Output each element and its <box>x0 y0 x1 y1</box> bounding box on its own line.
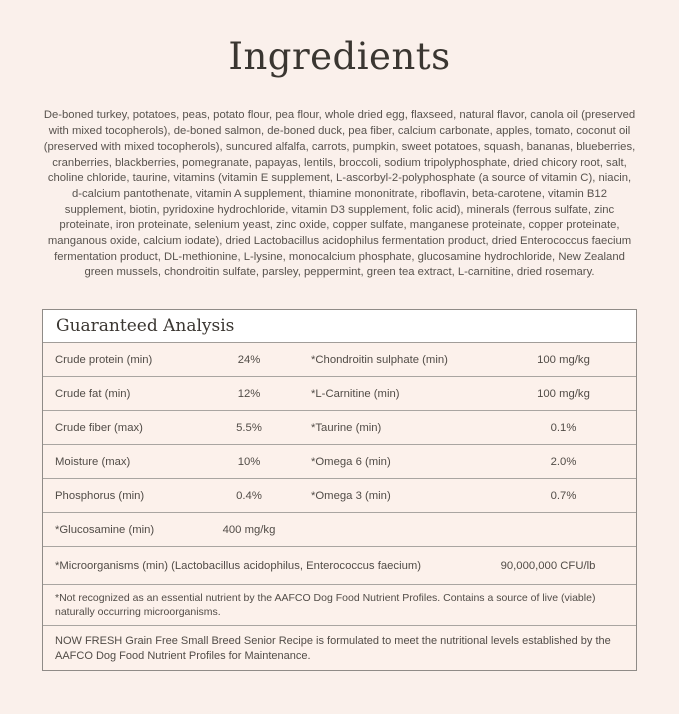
nutrient-value: 100 mg/kg <box>537 353 590 366</box>
nutrient-value: 10% <box>237 455 261 468</box>
nutrient-label: *L-Carnitine (min) <box>311 387 400 400</box>
aafco-footnote <box>43 585 636 626</box>
table-row-microorganisms <box>43 547 636 585</box>
nutrient-label: Moisture (max) <box>55 455 131 468</box>
statement-text: NOW FRESH Grain Free Small Breed Senior Recipe is formulated to meet the nutritional levels established by the AAFCO Dog Food Nutrient Profiles for Maintenance. <box>55 635 611 663</box>
nutrient-label: Crude fiber (max) <box>55 421 143 434</box>
footnote-text: *Not recognized as an essential nutrient by the AAFCO Dog Food Nutrient Profiles. Contains a source of live (viable) naturally occurring microorganisms. <box>55 592 596 618</box>
table-row-glucosamine <box>43 513 636 547</box>
nutrient-label: *Omega 3 (min) <box>311 489 391 502</box>
table-row <box>43 445 636 479</box>
nutrient-value: 0.1% <box>550 421 577 434</box>
nutrient-value: 5.5% <box>236 421 262 434</box>
nutrient-value: 100 mg/kg <box>537 387 590 400</box>
nutrient-value: 24% <box>237 353 261 366</box>
nutrient-label: *Taurine (min) <box>311 421 382 434</box>
guaranteed-analysis-header: Guaranteed Analysis <box>43 310 636 343</box>
nutrient-value: 0.7% <box>550 489 577 502</box>
ingredients-paragraph: De-boned turkey, potatoes, peas, potato flour, pea flour, whole dried egg, flaxseed, natural flavor, canola oil (preserved with mixed tocopherols), de-boned salmon, de-boned duck, pea fiber, calcium carbonate, apples, tomato, coconut oil (preserved with mixed tocopherols), suncured alfalfa, carrots, pumpkin, sweet potatoes, squash, bananas, blueberries, cranberries, blackberries, pomegranate, papayas, lentils, broccoli, sodium tripolyphosphate, dried chicory root, salt, choline chloride, taurine, vitamins (vitamin E supplement, L-ascorbyl-2-polyphosphate (a source of vitamin C), niacin, d-calcium pantothenate, vitamin A supplement, thiamine mononitrate, riboflavin, beta-carotene, vitamin B12 supplement, biotin, pyridoxine hydrochloride, vitamin D3 supplement, folic acid), minerals (ferrous sulfate, zinc proteinate, iron proteinate, selenium yeast, zinc oxide, copper sulfate, manganese proteinate, copper proteinate, manganous oxide, calcium iodate), dried Lactobacillus acidophilus fermentation product, dried Enterococcus faecium fermentation product, DL-methionine, L-lysine, monocalcium phosphate, glucosamine hydrochloride, New Zealand green mussels, chondroitin sulfate, parsley, peppermint, green tea extract, L-carnitine, dried rosemary. <box>43 109 636 279</box>
nutrient-value: 12% <box>237 387 261 400</box>
nutrient-label: *Microorganisms (min) (Lactobacillus acidophilus, Enterococcus faecium) <box>55 559 422 572</box>
product-label-page <box>0 35 679 714</box>
table-row <box>43 411 636 445</box>
nutrient-label: Crude fat (min) <box>55 387 131 400</box>
nutrient-value: 0.4% <box>236 489 262 502</box>
aafco-statement <box>43 626 636 670</box>
table-row <box>43 343 636 377</box>
nutrient-label: *Chondroitin sulphate (min) <box>311 353 448 366</box>
table-row <box>43 479 636 513</box>
page-title: Ingredients <box>228 35 451 78</box>
table-row <box>43 377 636 411</box>
nutrient-label: *Glucosamine (min) <box>55 523 155 536</box>
nutrient-label: Crude protein (min) <box>55 353 153 366</box>
nutrient-label: *Omega 6 (min) <box>311 455 391 468</box>
nutrient-label: Phosphorus (min) <box>55 489 145 502</box>
nutrient-value: 2.0% <box>550 455 577 468</box>
nutrient-value: 90,000,000 CFU/lb <box>500 559 596 572</box>
nutrient-value: 400 mg/kg <box>222 523 276 536</box>
guaranteed-analysis-table <box>42 309 637 671</box>
